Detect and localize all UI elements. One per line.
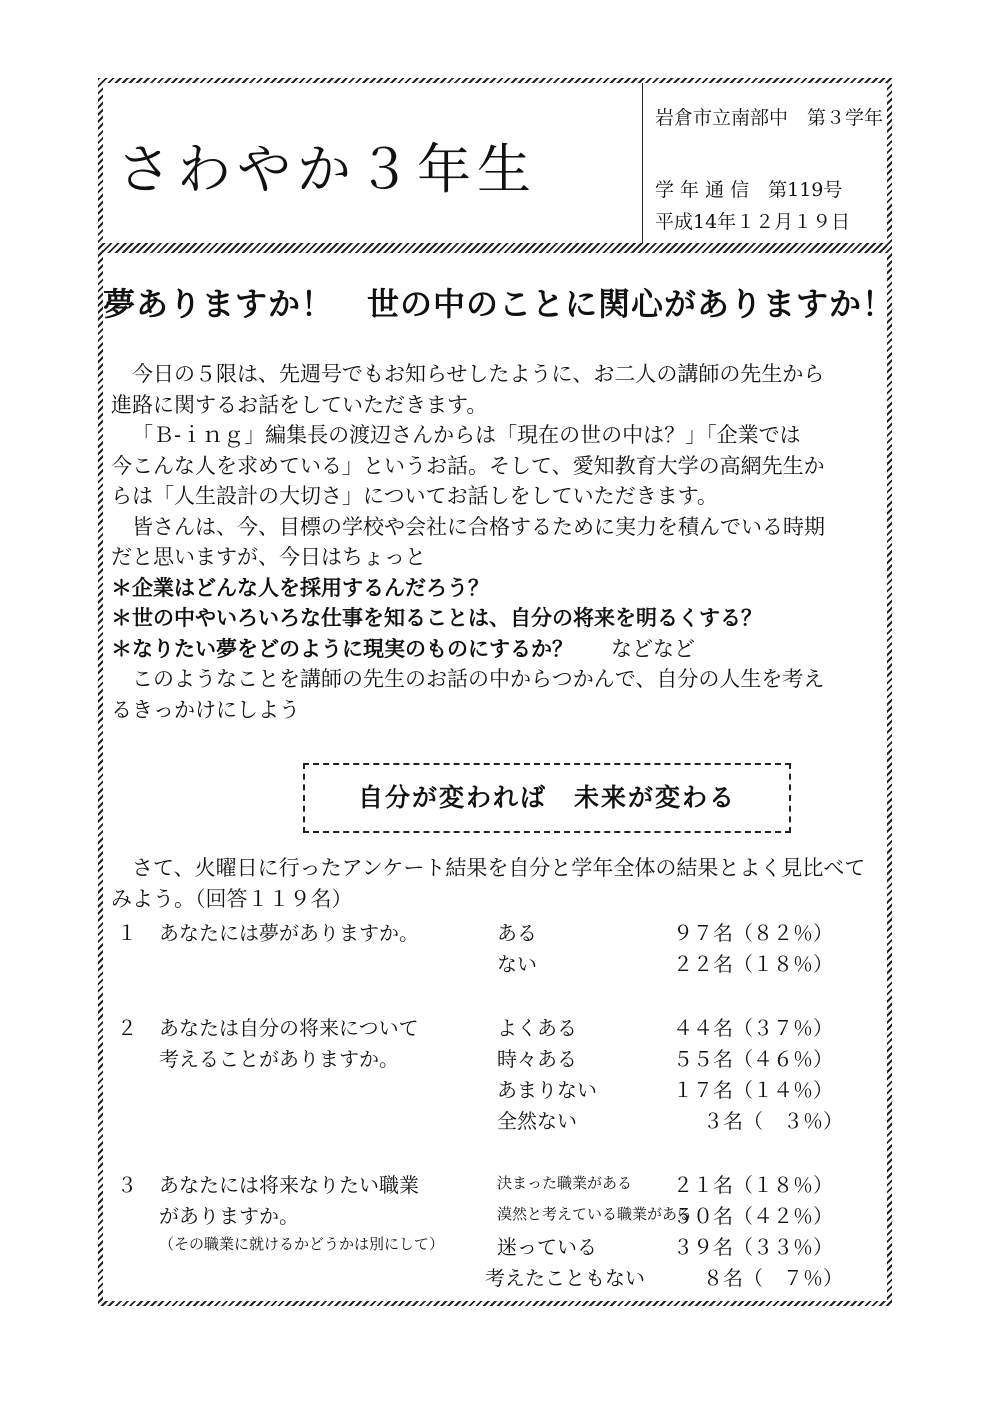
question-number: ２ xyxy=(117,1016,137,1040)
question-text: あなたには夢がありますか。 xyxy=(159,921,419,945)
body-line: 皆さんは、今、目標の学校や会社に合格するために実力を積んでいる時期 xyxy=(132,514,825,539)
issue-date: 平成14年１２月１９日 xyxy=(655,211,851,233)
answer-option: よくある xyxy=(497,1016,577,1040)
body-line: 「Ｂ-ｉｎｇ」編集長の渡辺さんからは「現在の世の中は？」「企業では xyxy=(132,423,801,447)
page-border xyxy=(98,78,896,1306)
body-line: このようなことを講師の先生のお話の中からつかんで、自分の人生を考え xyxy=(132,667,825,691)
answer-option: あまりない xyxy=(497,1078,597,1102)
newsletter-title: さわやか３年生 xyxy=(117,138,537,201)
answer-result: ２２名（１８％） xyxy=(673,952,833,976)
question-text: あなたには将来なりたい職業 xyxy=(159,1173,419,1197)
body-line: らは「人生設計の大切さ」についてお話しをしていただきます。 xyxy=(111,484,718,508)
answer-option: 時々ある xyxy=(497,1047,577,1071)
masthead xyxy=(103,83,887,245)
masthead-border xyxy=(103,243,887,253)
answer-result: ５０名（４２％） xyxy=(673,1204,833,1228)
answer-result: ２１名（１８％） xyxy=(673,1173,833,1197)
answer-result: ３名（ ３％） xyxy=(703,1109,843,1133)
bullet-item: ＊世の中やいろいろな仕事を知ることは、自分の将来を明るくする？ xyxy=(111,606,762,630)
callout-box: 自分が変われば 未来が変わる xyxy=(303,763,791,833)
issue-number: 学 年 通 信 第119号 xyxy=(655,179,843,201)
question-text: あなたは自分の将来について xyxy=(159,1016,419,1040)
answer-option: 漠然と考えている職業がある xyxy=(497,1205,693,1223)
headline: 夢ありますか！ 世の中のことに関心がありますか！ xyxy=(103,285,896,323)
body-line: 今日の５限は、先週号でもお知らせしたように、お二人の講師の先生から xyxy=(132,362,825,386)
answer-result: １７名（１４％） xyxy=(673,1078,833,1102)
answer-option: 考えたこともない xyxy=(485,1266,645,1290)
question-number: ３ xyxy=(117,1173,137,1197)
survey-intro-line: さて、火曜日に行ったアンケート結果を自分と学年全体の結果とよく見比べて xyxy=(132,856,866,880)
answer-option: 迷っている xyxy=(497,1235,597,1259)
answer-option: 全然ない xyxy=(497,1109,577,1133)
body-line: 今こんな人を求めている」というお話。そして、愛知教育大学の高網先生か xyxy=(111,453,825,478)
body-line: だと思いますが、今日はちょっと xyxy=(111,545,426,569)
answer-result: ５５名（４６％） xyxy=(673,1047,833,1071)
body-line: るきっかけにしよう xyxy=(111,697,300,722)
question-text: 考えることがありますか。 xyxy=(159,1047,399,1071)
school-line: 岩倉市立南部中 第３学年 xyxy=(655,107,884,129)
answer-option: 決まった職業がある xyxy=(497,1174,633,1192)
answer-result: ９７名（８２％） xyxy=(673,921,833,945)
body-line: 進路に関するお話をしていただきます。 xyxy=(111,392,488,417)
answer-option: ある xyxy=(497,921,537,945)
survey-intro xyxy=(111,853,881,914)
bullet-item: ＊企業はどんな人を採用するんだろう？ xyxy=(111,575,489,600)
question-text: がありますか。 xyxy=(159,1204,299,1228)
question-number: １ xyxy=(117,921,137,945)
question-note: （その職業に就けるかどうかは別にして） xyxy=(159,1235,445,1253)
bullet-tail: などなど xyxy=(611,636,695,661)
answer-option: ない xyxy=(497,952,537,976)
survey-intro-line: みよう。（回答１１９名） xyxy=(111,886,353,911)
bullet-text: ＊なりたい夢をどのように現実のものにするか？ xyxy=(111,636,573,661)
answer-result: ８名（ ７％） xyxy=(703,1266,843,1290)
masthead-divider xyxy=(642,83,643,245)
answer-result: ４４名（３７％） xyxy=(673,1016,833,1040)
page-content xyxy=(103,83,896,1301)
article-body xyxy=(111,359,881,725)
bullet-item xyxy=(111,634,881,665)
answer-result: ３９名（３３％） xyxy=(673,1235,833,1259)
